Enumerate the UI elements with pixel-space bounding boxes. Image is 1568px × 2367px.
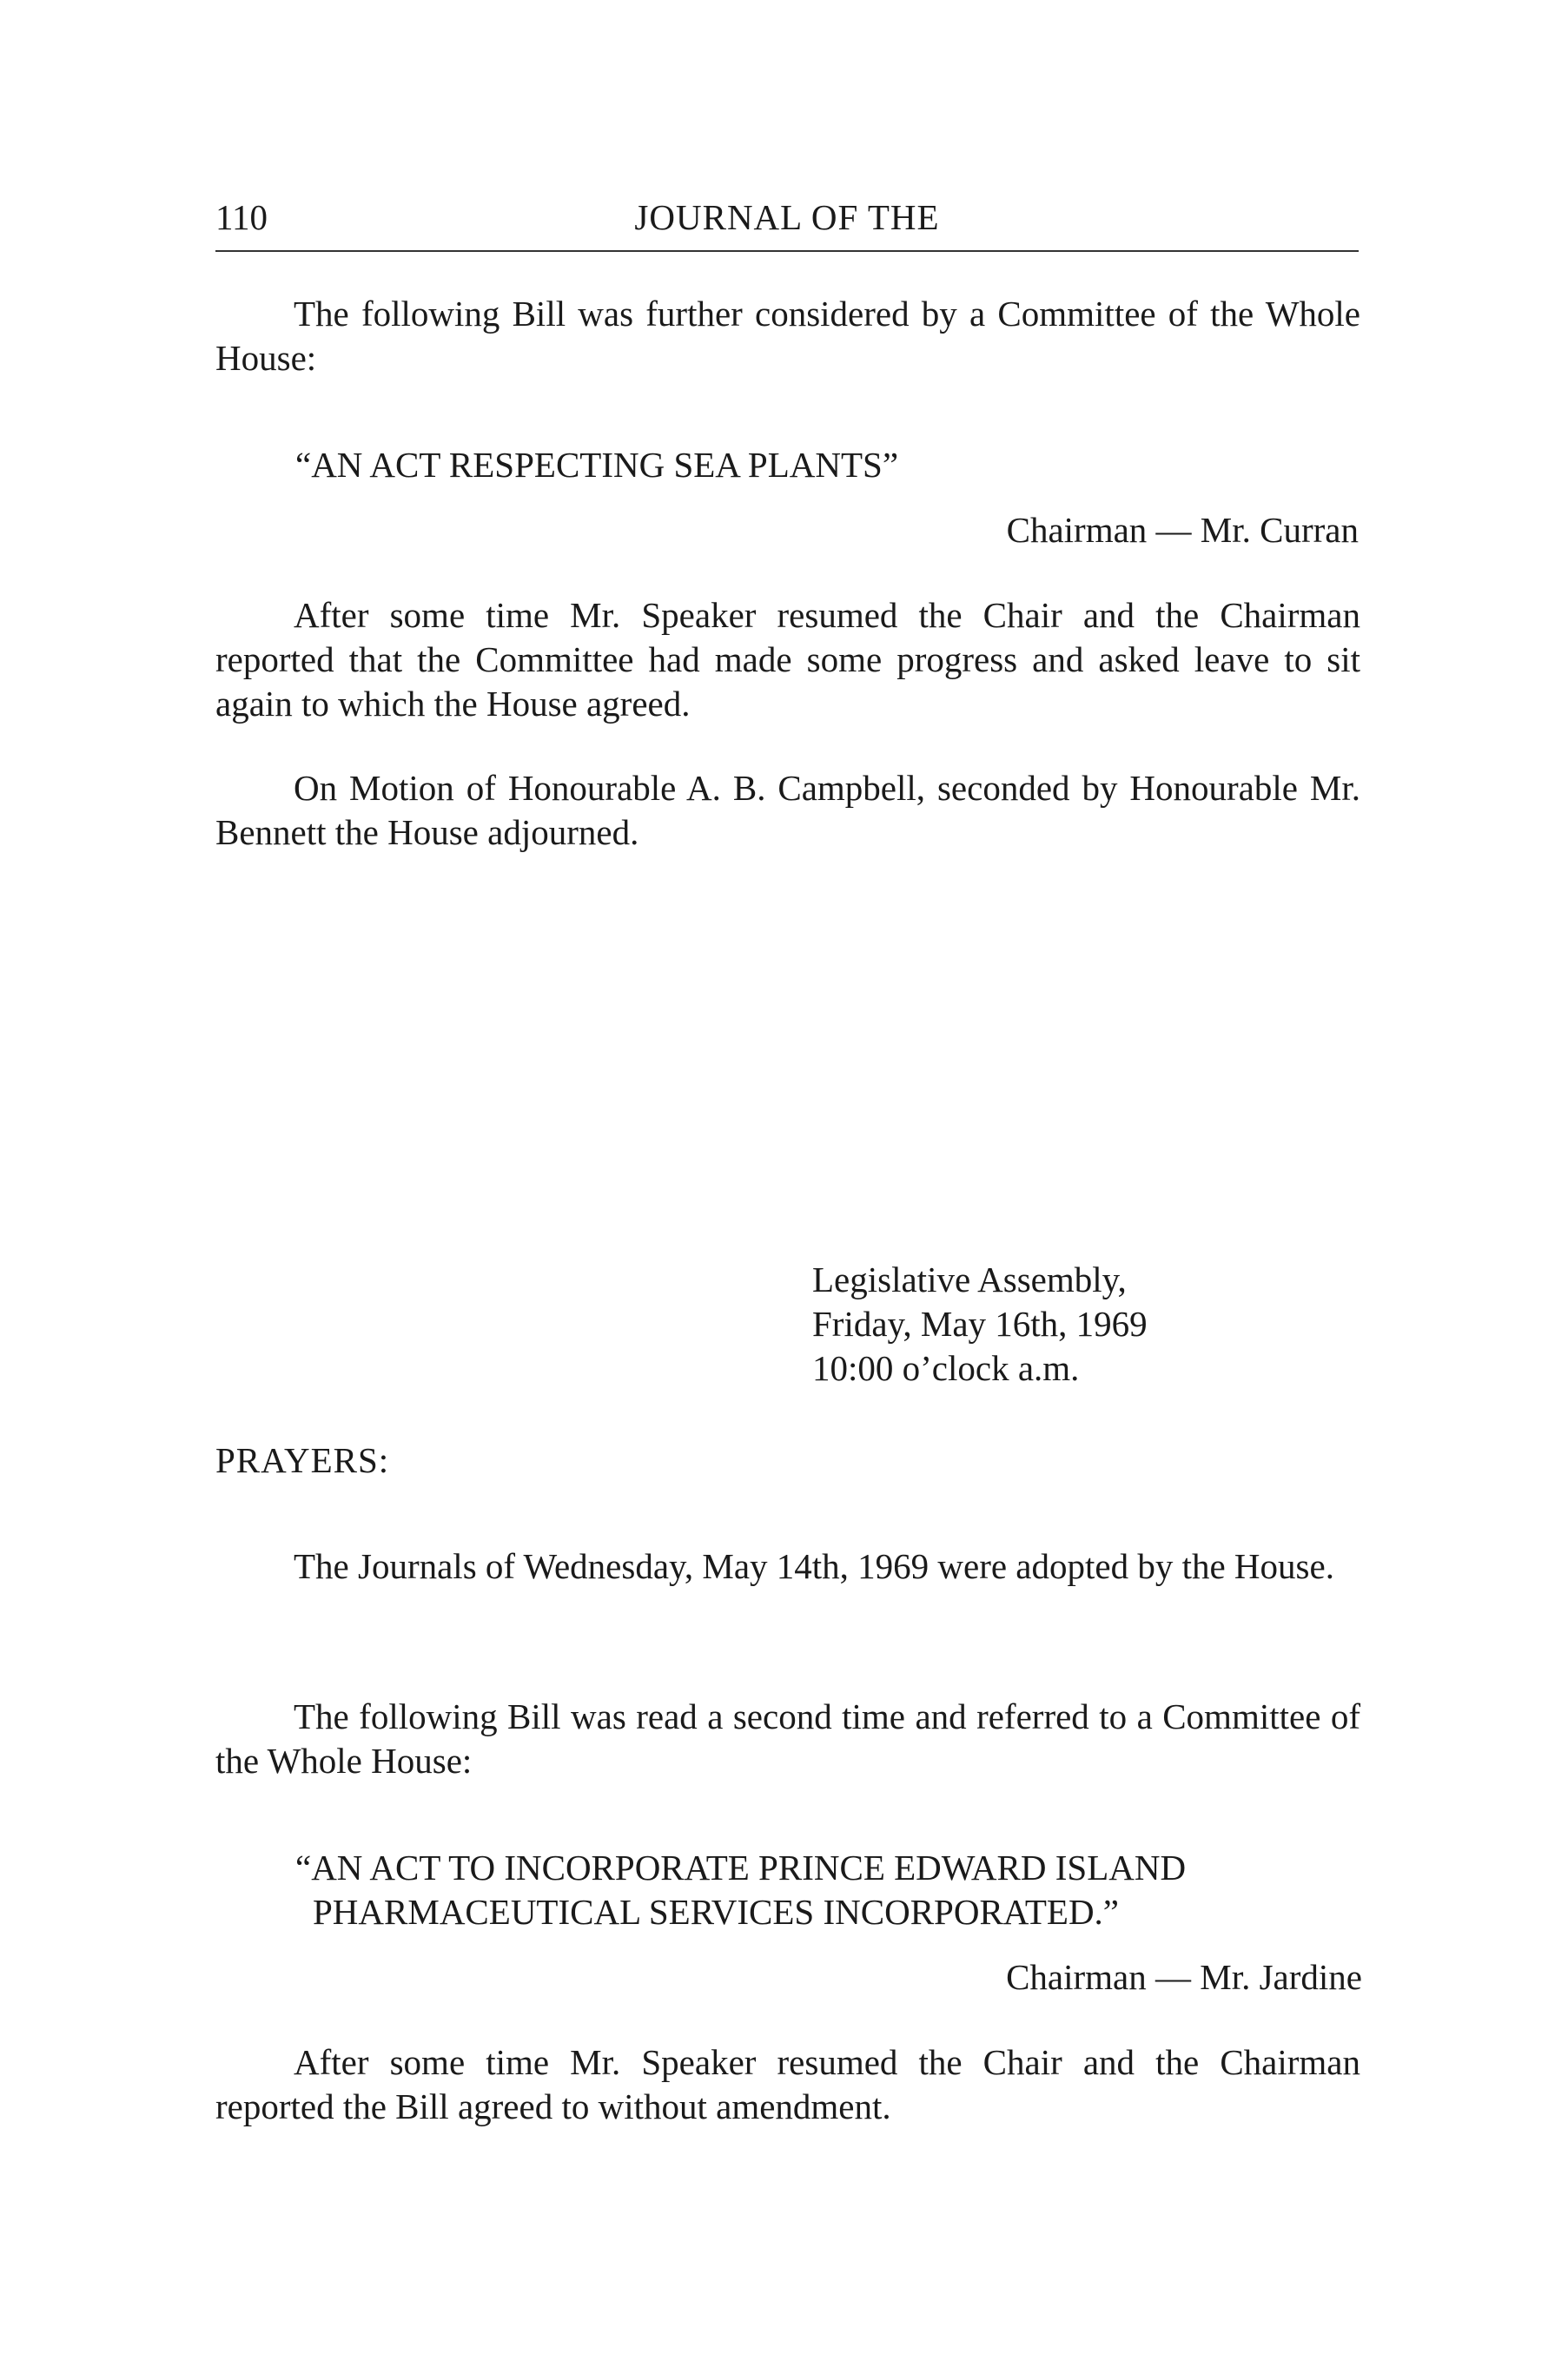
sitting-dateline [812,1258,1148,1391]
running-head: JOURNAL OF THE [634,197,940,237]
dateline-date: Friday, May 16th, 1969 [812,1304,1148,1344]
bill-title-sea-plants: “AN ACT RESPECTING SEA PLANTS” [295,445,899,485]
paragraph-journals-adopted: The Journals of Wednesday, May 14th, 1969 were adopted by the House. [294,1546,1334,1586]
paragraph-speaker-resumed-progress: After some time Mr. Speaker resumed the Chair and the Chairman reported that the Committee had made some progress and asked leave to sit again to which the House agreed. [215,595,1360,724]
page-number: 110 [215,197,268,237]
chairman-jardine: Chairman — Mr. Jardine [1006,1957,1362,1997]
bill-title-pharmaceutical-line-2: PHARMACEUTICAL SERVICES INCORPORATED.” [313,1892,1120,1932]
paragraph-bill-considered: The following Bill was further considered by a Committee of the Whole House: [215,294,1360,378]
paragraph-bill-agreed: After some time Mr. Speaker resumed the Chair and the Chairman reported the Bill agreed to without amendment. [215,2042,1360,2126]
paragraph-motion-adjourned: On Motion of Honourable A. B. Campbell, seconded by Honourable Mr. Bennett the House adjourned. [215,768,1360,852]
chairman-curran: Chairman — Mr. Curran [1006,510,1359,550]
page-header [215,196,1359,252]
bill-title-pharmaceutical-line-1: “AN ACT TO INCORPORATE PRINCE EDWARD ISLAND [295,1848,1187,1888]
dateline-assembly: Legislative Assembly, [812,1260,1127,1299]
dateline-time: 10:00 o’clock a.m. [812,1348,1080,1388]
prayers-heading: PRAYERS: [215,1440,390,1480]
paragraph-bill-second-reading: The following Bill was read a second time and referred to a Committee of the Whole House: [215,1696,1360,1781]
